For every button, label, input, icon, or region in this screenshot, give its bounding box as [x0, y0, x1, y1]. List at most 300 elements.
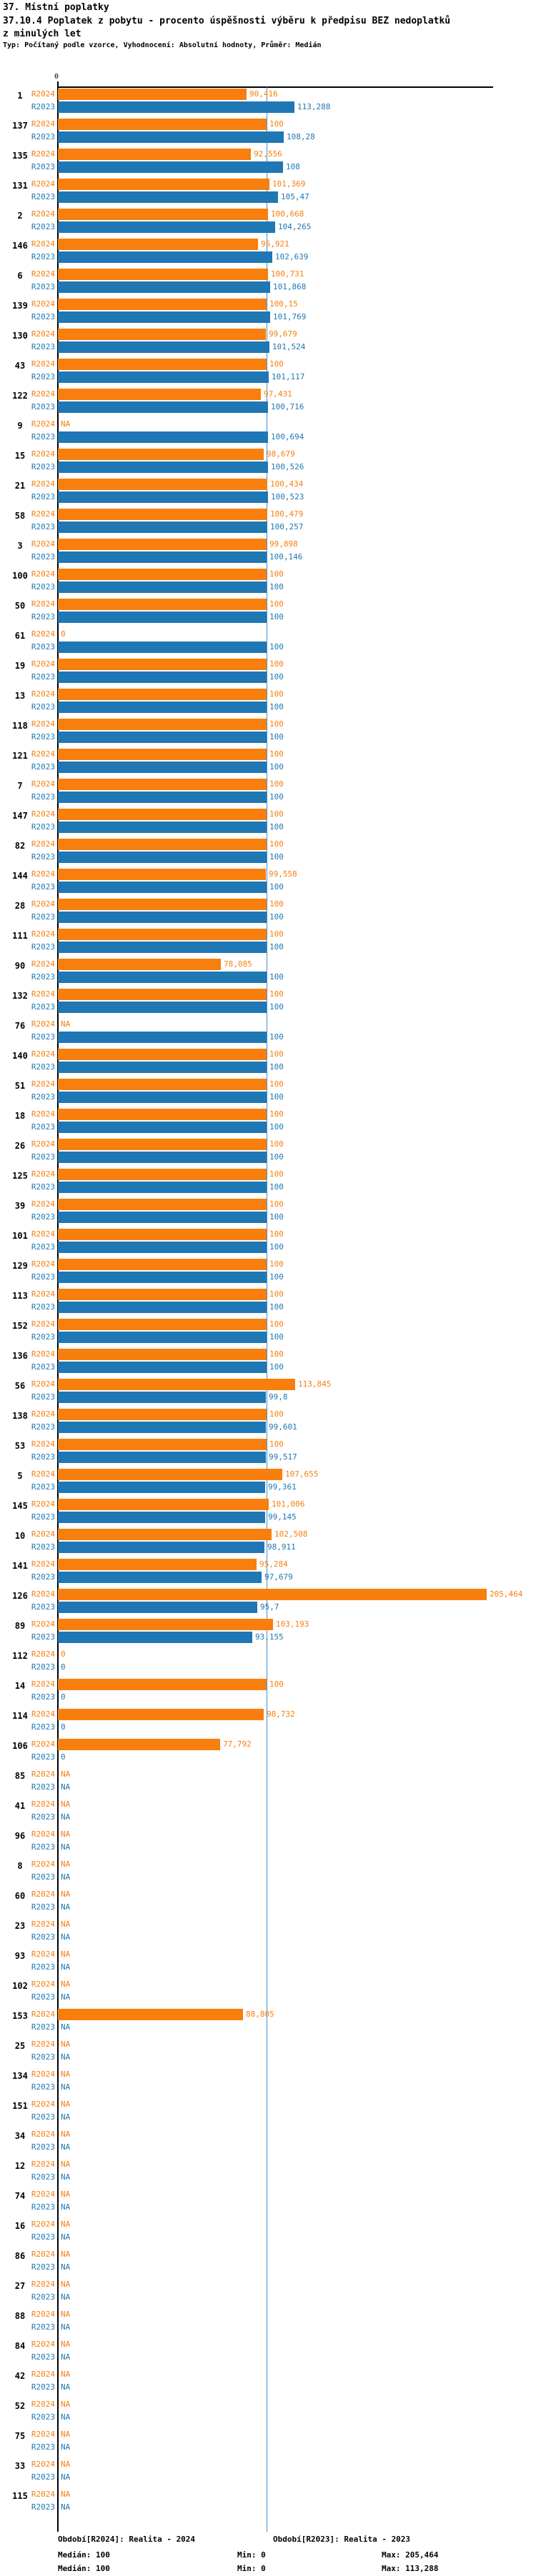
bar-r2024 [58, 1259, 267, 1270]
series-label-r2023: R2023 [31, 1242, 55, 1252]
series-label-r2024: R2024 [31, 1889, 55, 1899]
row-number: 15 [14, 451, 26, 461]
series-label-r2024: R2024 [31, 1589, 55, 1599]
value-label-r2023: 104,265 [278, 222, 312, 231]
bar-r2023 [58, 251, 272, 263]
value-label-r2023: NA [61, 1842, 71, 1852]
value-label-r2024: NA [61, 419, 71, 429]
bar-r2023 [58, 611, 267, 623]
series-label-r2023: R2023 [31, 1962, 55, 1972]
bar-r2024 [58, 509, 267, 520]
series-label-r2023: R2023 [31, 1692, 55, 1702]
series-label-r2024: R2024 [31, 1379, 55, 1389]
bar-r2023 [58, 1452, 266, 1463]
value-label-r2023: 101,117 [272, 372, 305, 381]
row-number: 60 [14, 1891, 26, 1901]
row-number: 100 [12, 571, 28, 581]
value-label-r2024: NA [61, 2370, 71, 2379]
series-label-r2024: R2024 [31, 779, 55, 789]
row-number: 56 [14, 1381, 26, 1391]
bar-r2023 [58, 852, 267, 863]
series-label-r2023: R2023 [31, 1542, 55, 1552]
series-label-r2023: R2023 [31, 1572, 55, 1582]
series-label-r2024: R2024 [31, 569, 55, 579]
series-label-r2024: R2024 [31, 2430, 55, 2439]
value-label-r2024: 99,898 [269, 539, 298, 549]
series-label-r2024: R2024 [31, 1919, 55, 1929]
bar-r2023 [58, 1122, 267, 1133]
row-number: 27 [14, 2281, 26, 2291]
value-label-r2023: 101,524 [272, 342, 306, 351]
value-label-r2023: NA [61, 2142, 71, 2152]
series-label-r2024: R2024 [31, 2310, 55, 2319]
row-number: 114 [12, 1711, 28, 1721]
series-label-r2023: R2023 [31, 462, 55, 471]
value-label-r2023: 100 [269, 852, 284, 862]
bar-r2023 [58, 131, 284, 143]
row-number: 39 [14, 1201, 26, 1211]
bar-r2023 [58, 1152, 267, 1163]
value-label-r2024: 100 [269, 1169, 284, 1179]
bar-r2023 [58, 1542, 264, 1553]
series-label-r2023: R2023 [31, 342, 55, 351]
bar-r2024 [58, 599, 267, 610]
value-label-r2024: 100 [269, 1079, 284, 1089]
value-label-r2023: NA [61, 2202, 71, 2212]
r2024-median-stat: Medián: 100 [58, 2550, 110, 2560]
value-label-r2024: 103,193 [276, 1619, 309, 1629]
chart-category-title: 37. Místní poplatky [3, 2, 109, 13]
value-label-r2024: NA [61, 2460, 71, 2469]
row-number: 144 [12, 871, 28, 881]
bar-r2024 [58, 1079, 267, 1090]
value-label-r2024: 100 [269, 1049, 284, 1059]
value-label-r2024: 88,805 [246, 2010, 274, 2019]
bar-r2023 [58, 762, 267, 773]
row-number: 51 [14, 1081, 26, 1091]
value-label-r2024: NA [61, 2340, 71, 2349]
value-label-r2024: NA [61, 2190, 71, 2199]
series-label-r2024: R2024 [31, 1739, 55, 1749]
series-label-r2023: R2023 [31, 2052, 55, 2062]
series-label-r2024: R2024 [31, 959, 55, 969]
value-label-r2024: 101,006 [272, 1499, 305, 1509]
bar-r2024 [58, 1529, 272, 1540]
series-label-r2023: R2023 [31, 912, 55, 922]
value-label-r2023: 108 [286, 162, 300, 171]
row-number: 145 [12, 1501, 28, 1511]
value-label-r2023: 100 [269, 1302, 284, 1312]
series-label-r2024: R2024 [31, 119, 55, 129]
series-label-r2023: R2023 [31, 162, 55, 171]
value-label-r2023: 101,868 [273, 282, 307, 291]
bar-r2023 [58, 101, 294, 113]
series-label-r2023: R2023 [31, 1062, 55, 1072]
value-label-r2023: 100 [269, 1152, 284, 1162]
series-label-r2024: R2024 [31, 2160, 55, 2169]
series-label-r2023: R2023 [31, 2442, 55, 2452]
series-label-r2024: R2024 [31, 1229, 55, 1239]
row-number: 125 [12, 1171, 28, 1181]
series-label-r2024: R2024 [31, 479, 55, 489]
value-label-r2024: 100 [269, 809, 284, 819]
value-label-r2023: NA [61, 2382, 71, 2392]
value-label-r2023: 0 [61, 1752, 66, 1762]
value-label-r2023: NA [61, 1992, 71, 2002]
bar-r2023 [58, 1242, 267, 1253]
series-label-r2024: R2024 [31, 1709, 55, 1719]
row-number: 118 [12, 721, 28, 731]
value-label-r2024: 100,668 [271, 209, 304, 219]
series-label-r2023: R2023 [31, 132, 55, 141]
series-label-r2024: R2024 [31, 149, 55, 159]
bar-r2024 [58, 1709, 264, 1720]
value-label-r2024: 100 [269, 1139, 284, 1149]
value-label-r2024: NA [61, 2100, 71, 2109]
row-number: 74 [14, 2191, 26, 2201]
value-label-r2024: 97,431 [264, 389, 292, 399]
series-label-r2023: R2023 [31, 732, 55, 742]
bar-r2023 [58, 221, 275, 233]
value-label-r2023: 101,769 [273, 312, 307, 321]
row-number: 89 [14, 1621, 26, 1631]
bar-r2024 [58, 539, 267, 550]
series-label-r2023: R2023 [31, 1302, 55, 1312]
series-label-r2024: R2024 [31, 2460, 55, 2469]
series-label-r2023: R2023 [31, 612, 55, 621]
row-number: 126 [12, 1591, 28, 1601]
bar-r2023 [58, 551, 267, 563]
value-label-r2024: NA [61, 1769, 71, 1779]
bar-r2024 [58, 149, 251, 160]
value-label-r2024: 100 [269, 1199, 284, 1209]
bar-r2023 [58, 912, 267, 923]
value-label-r2023: NA [61, 1782, 71, 1792]
r2023-median-stat: Medián: 100 [58, 2564, 110, 2573]
series-label-r2023: R2023 [31, 1362, 55, 1372]
row-number: 53 [14, 1441, 26, 1451]
value-label-r2023: NA [61, 2022, 71, 2032]
row-number: 61 [14, 631, 26, 641]
row-number: 102 [12, 1981, 28, 1991]
series-label-r2024: R2024 [31, 2100, 55, 2109]
series-label-r2023: R2023 [31, 1812, 55, 1822]
series-label-r2023: R2023 [31, 192, 55, 201]
value-label-r2023: NA [61, 2322, 71, 2332]
row-number: 106 [12, 1741, 28, 1751]
series-label-r2023: R2023 [31, 1662, 55, 1672]
row-number: 90 [14, 961, 26, 971]
value-label-r2023: 100,523 [271, 492, 304, 501]
value-label-r2024: 78,085 [224, 959, 252, 969]
row-number: 14 [14, 1681, 26, 1691]
value-label-r2023: 95,7 [260, 1602, 279, 1612]
series-label-r2023: R2023 [31, 852, 55, 862]
bar-r2024 [58, 359, 267, 370]
series-label-r2023: R2023 [31, 2142, 55, 2152]
series-label-r2024: R2024 [31, 179, 55, 189]
series-label-r2024: R2024 [31, 2490, 55, 2499]
series-label-r2024: R2024 [31, 509, 55, 519]
value-label-r2023: NA [61, 2112, 71, 2122]
value-label-r2024: 77,792 [223, 1739, 252, 1749]
value-label-r2024: NA [61, 2220, 71, 2229]
series-label-r2024: R2024 [31, 1139, 55, 1149]
row-number: 19 [14, 661, 26, 671]
value-label-r2023: 100 [269, 1182, 284, 1192]
row-number: 8 [17, 1861, 23, 1871]
value-label-r2024: 205,464 [490, 1589, 523, 1599]
value-label-r2024: 100,434 [270, 479, 304, 489]
value-label-r2023: 0 [61, 1692, 66, 1702]
bar-r2023 [58, 972, 267, 983]
chart-title-line1: 37.10.4 Poplatek z pobytu - procento úspěšnosti výběru k předpisu BEZ nedoplatků [3, 16, 451, 26]
row-number: 137 [12, 121, 28, 131]
row-number: 93 [14, 1951, 26, 1961]
value-label-r2024: 95,921 [261, 239, 289, 249]
bar-r2024 [58, 299, 267, 310]
value-label-r2023: 100 [269, 1212, 284, 1222]
value-label-r2024: NA [61, 2070, 71, 2079]
series-label-r2023: R2023 [31, 1932, 55, 1942]
series-label-r2024: R2024 [31, 899, 55, 909]
series-label-r2024: R2024 [31, 1289, 55, 1299]
value-label-r2024: 100 [269, 719, 284, 729]
row-number: 131 [12, 181, 28, 191]
value-label-r2024: 0 [61, 629, 66, 639]
bar-r2024 [58, 1319, 267, 1330]
bar-r2023 [58, 281, 270, 293]
row-number: 52 [14, 2401, 26, 2411]
series-label-r2024: R2024 [31, 1109, 55, 1119]
value-label-r2023: 100 [269, 912, 284, 922]
value-label-r2024: NA [61, 1859, 71, 1869]
series-label-r2023: R2023 [31, 552, 55, 561]
value-label-r2023: 100 [269, 1332, 284, 1342]
row-number: 7 [17, 781, 23, 791]
r2023-min-stat: Min: 0 [237, 2564, 266, 2573]
series-label-r2024: R2024 [31, 1529, 55, 1539]
series-label-r2023: R2023 [31, 312, 55, 321]
bar-r2024 [58, 329, 266, 340]
bar-r2023 [58, 1032, 267, 1043]
series-label-r2024: R2024 [31, 1409, 55, 1419]
bar-r2023 [58, 1062, 267, 1073]
series-label-r2024: R2024 [31, 1859, 55, 1869]
series-label-r2023: R2023 [31, 2202, 55, 2212]
row-number: 58 [14, 511, 26, 521]
value-label-r2024: 113,845 [298, 1379, 332, 1389]
row-number: 50 [14, 601, 26, 611]
row-number: 41 [14, 1801, 26, 1811]
bar-r2024 [58, 839, 267, 850]
value-label-r2023: 100 [269, 1032, 284, 1042]
bar-r2024 [58, 659, 267, 670]
series-label-r2023: R2023 [31, 2412, 55, 2422]
bar-r2024 [58, 1109, 267, 1120]
series-label-r2023: R2023 [31, 1392, 55, 1402]
bar-r2023 [58, 1482, 265, 1493]
row-number: 43 [14, 361, 26, 371]
bar-r2024 [58, 959, 221, 970]
bar-r2023 [58, 1512, 265, 1523]
series-label-r2024: R2024 [31, 869, 55, 879]
series-label-r2023: R2023 [31, 1992, 55, 2002]
value-label-r2024: 100 [269, 779, 284, 789]
series-label-r2024: R2024 [31, 1950, 55, 1959]
series-label-r2024: R2024 [31, 1559, 55, 1569]
bar-r2023 [58, 882, 267, 893]
row-number: 16 [14, 2221, 26, 2231]
series-label-r2024: R2024 [31, 2370, 55, 2379]
bar-r2024 [58, 1559, 257, 1570]
series-label-r2023: R2023 [31, 702, 55, 712]
bar-r2023 [58, 1602, 257, 1613]
row-number: 6 [17, 271, 23, 281]
row-number: 132 [12, 991, 28, 1001]
series-label-r2023: R2023 [31, 1902, 55, 1912]
value-label-r2023: 99,145 [268, 1512, 297, 1522]
bar-r2024 [58, 89, 247, 100]
series-label-r2024: R2024 [31, 89, 55, 99]
bar-r2024 [58, 239, 258, 250]
value-label-r2023: 0 [61, 1722, 66, 1732]
bar-r2024 [58, 689, 267, 700]
bar-r2023 [58, 161, 283, 173]
value-label-r2023: 108,28 [287, 132, 315, 141]
series-label-r2023: R2023 [31, 1452, 55, 1462]
series-label-r2024: R2024 [31, 749, 55, 759]
row-number: 18 [14, 1111, 26, 1121]
bar-r2023 [58, 1272, 267, 1283]
value-label-r2024: NA [61, 1799, 71, 1809]
series-label-r2023: R2023 [31, 1332, 55, 1342]
value-label-r2024: 100 [269, 749, 284, 759]
value-label-r2024: NA [61, 2280, 71, 2289]
bar-r2023 [58, 191, 278, 203]
series-label-r2023: R2023 [31, 762, 55, 772]
series-label-r2024: R2024 [31, 1319, 55, 1329]
row-number: 33 [14, 2461, 26, 2471]
series-label-r2023: R2023 [31, 1482, 55, 1492]
bar-r2024 [58, 1409, 267, 1420]
value-label-r2023: NA [61, 2232, 71, 2242]
bar-r2024 [58, 1379, 295, 1390]
series-label-r2023: R2023 [31, 1182, 55, 1192]
series-label-r2024: R2024 [31, 2400, 55, 2409]
row-number: 111 [12, 931, 28, 941]
value-label-r2024: 100 [269, 1409, 284, 1419]
value-label-r2023: 100,716 [271, 402, 304, 411]
bar-r2023 [58, 1212, 267, 1223]
value-label-r2024: 0 [61, 1649, 66, 1659]
series-label-r2023: R2023 [31, 792, 55, 802]
bar-r2024 [58, 1289, 267, 1300]
series-label-r2023: R2023 [31, 1422, 55, 1432]
series-label-r2023: R2023 [31, 2112, 55, 2122]
row-number: 140 [12, 1051, 28, 1061]
series-label-r2023: R2023 [31, 402, 55, 411]
value-label-r2024: 100 [269, 839, 284, 849]
value-label-r2024: 100 [269, 989, 284, 999]
bar-r2023 [58, 1092, 267, 1103]
value-label-r2024: NA [61, 1019, 71, 1029]
series-label-r2023: R2023 [31, 522, 55, 531]
series-label-r2024: R2024 [31, 1619, 55, 1629]
series-label-r2024: R2024 [31, 1799, 55, 1809]
series-label-r2024: R2024 [31, 1199, 55, 1209]
series-label-r2023: R2023 [31, 1272, 55, 1282]
bar-r2024 [58, 1169, 267, 1180]
value-label-r2024: 102,508 [274, 1529, 308, 1539]
bar-r2023 [58, 1302, 267, 1313]
value-label-r2024: NA [61, 1829, 71, 1839]
bar-r2024 [58, 1679, 267, 1690]
series-label-r2023: R2023 [31, 432, 55, 441]
bar-r2023 [58, 1362, 267, 1373]
series-label-r2023: R2023 [31, 1752, 55, 1762]
row-number: 13 [14, 691, 26, 701]
series-label-r2024: R2024 [31, 209, 55, 219]
value-label-r2023: 99,361 [268, 1482, 297, 1492]
value-label-r2023: 100 [269, 1122, 284, 1132]
series-label-r2024: R2024 [31, 599, 55, 609]
bar-r2023 [58, 1422, 266, 1433]
value-label-r2023: 100 [269, 972, 284, 982]
series-label-r2023: R2023 [31, 1782, 55, 1792]
series-label-r2024: R2024 [31, 839, 55, 849]
row-number: 141 [12, 1561, 28, 1571]
value-label-r2024: 100 [269, 689, 284, 699]
bar-r2023 [58, 942, 267, 953]
row-number: 153 [12, 2011, 28, 2021]
bar-r2023 [58, 581, 267, 593]
value-label-r2023: 100 [269, 1002, 284, 1012]
row-number: 5 [17, 1471, 23, 1481]
series-label-r2024: R2024 [31, 1829, 55, 1839]
bar-r2024 [58, 869, 266, 880]
value-label-r2023: NA [61, 2262, 71, 2272]
bar-r2024 [58, 899, 267, 910]
value-label-r2024: 100,479 [270, 509, 304, 519]
value-label-r2024: NA [61, 2160, 71, 2169]
series-label-r2023: R2023 [31, 2472, 55, 2482]
series-label-r2023: R2023 [31, 102, 55, 111]
value-label-r2023: NA [61, 2082, 71, 2092]
r2024-max-stat: Max: 205,464 [382, 2550, 439, 2560]
series-label-r2023: R2023 [31, 1122, 55, 1132]
series-label-r2023: R2023 [31, 2322, 55, 2332]
row-number: 134 [12, 2071, 28, 2081]
series-label-r2023: R2023 [31, 972, 55, 982]
series-label-r2024: R2024 [31, 1259, 55, 1269]
value-label-r2024: 100 [269, 569, 284, 579]
chart-meta-line: Typ: Počítaný podle vzorce, Vyhodnocení: Absolutní hodnoty, Průměr: Medián [3, 41, 322, 49]
value-label-r2024: NA [61, 2310, 71, 2319]
bar-r2024 [58, 479, 267, 490]
bar-r2023 [58, 491, 268, 503]
value-label-r2024: 90,416 [249, 89, 278, 99]
value-label-r2023: 100 [269, 672, 284, 682]
value-label-r2023: 99,601 [269, 1422, 297, 1432]
value-label-r2024: 100 [269, 1349, 284, 1359]
bar-r2023 [58, 371, 269, 383]
row-number: 26 [14, 1141, 26, 1151]
series-label-r2024: R2024 [31, 1169, 55, 1179]
bar-r2024 [58, 1499, 269, 1510]
series-label-r2024: R2024 [31, 1980, 55, 1989]
row-number: 88 [14, 2311, 26, 2321]
